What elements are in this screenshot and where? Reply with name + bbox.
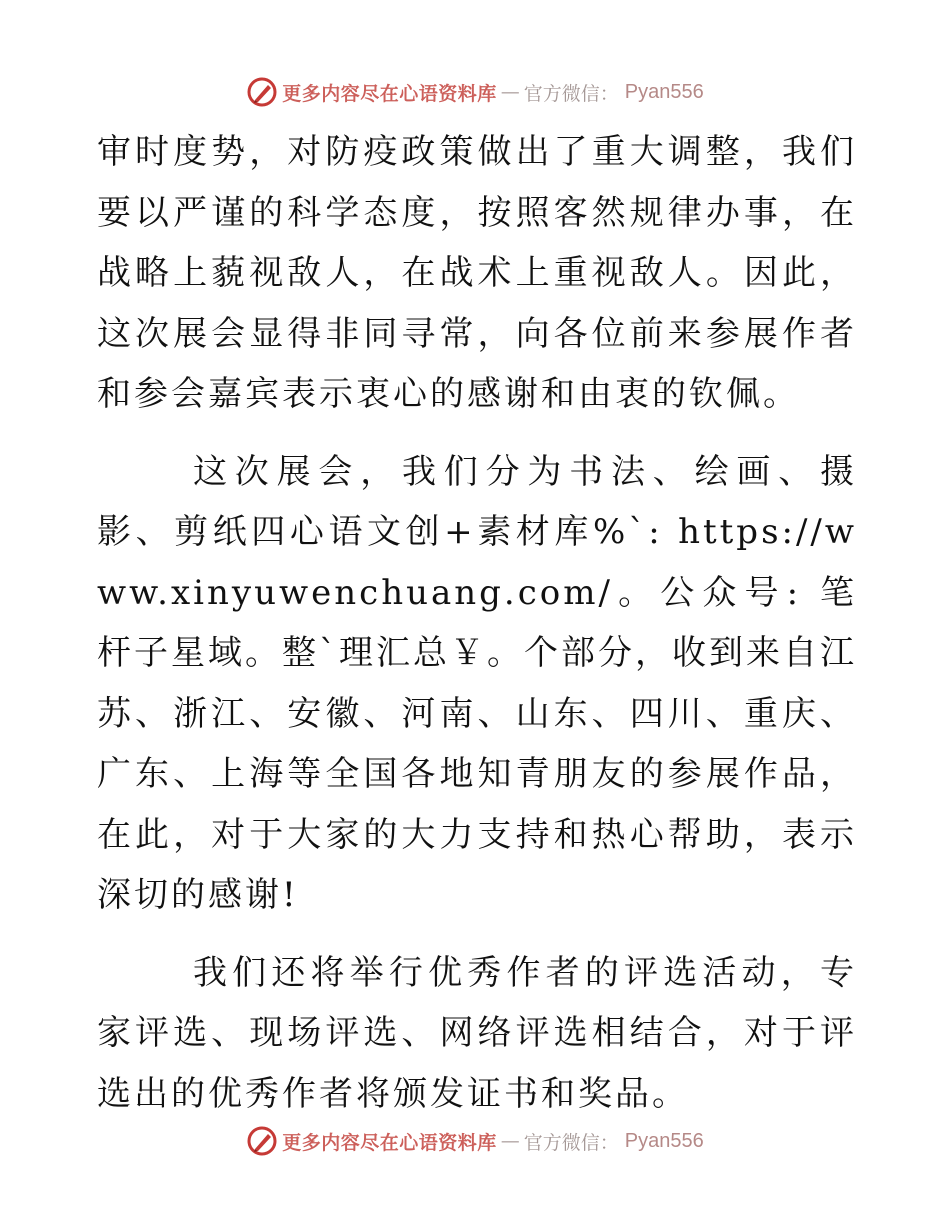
header-watermark	[0, 72, 950, 112]
watermark-wechat-id: Pyan556	[624, 1129, 704, 1152]
watermark-dash: —	[500, 1130, 520, 1152]
footer-watermark	[0, 1121, 950, 1161]
paragraph-3: 我们还将举行优秀作者的评选活动，专家评选、现场评选、网络评选相结合，对于评选出的优秀作者将颁发证书和奖品。	[97, 952, 857, 1114]
watermark-wechat-label: 官方微信：	[523, 1131, 619, 1154]
document-body	[97, 122, 857, 1124]
watermark-wechat-id: Pyan556	[624, 80, 704, 103]
watermark-dash: —	[500, 81, 520, 103]
paragraph-1: 审时度势，对防疫政策做出了重大调整，我们要以严谨的科学态度，按照客然规律办事，在战略上藐视敌人，在战术上重视敌人。因此，这次展会显得非同寻常，向各位前来参展作者和参会嘉宾表示衷心的感谢和由衷的钦佩。	[97, 132, 857, 414]
watermark-text: 更多内容尽在心语资料库	[282, 82, 497, 105]
paragraph-2: 这次展会，我们分为书法、绘画、摄影、剪纸四心语文创+素材库%`: https://www.xinyuwenchuang.com/。公众号: 笔杆子星域。整`理汇总￥。个部分，收到来自江苏、浙江、安徽、河南、山东、四川、重庆、广东、上海等全国各地知青朋友的参展作品，在此，对于大家的大力支持和热心帮助，表示深切的感谢!	[97, 451, 857, 915]
pen-logo-icon	[246, 1125, 278, 1157]
watermark-text: 更多内容尽在心语资料库	[282, 1131, 497, 1154]
pen-logo-icon	[246, 76, 278, 108]
watermark-wechat-label: 官方微信：	[523, 82, 619, 105]
